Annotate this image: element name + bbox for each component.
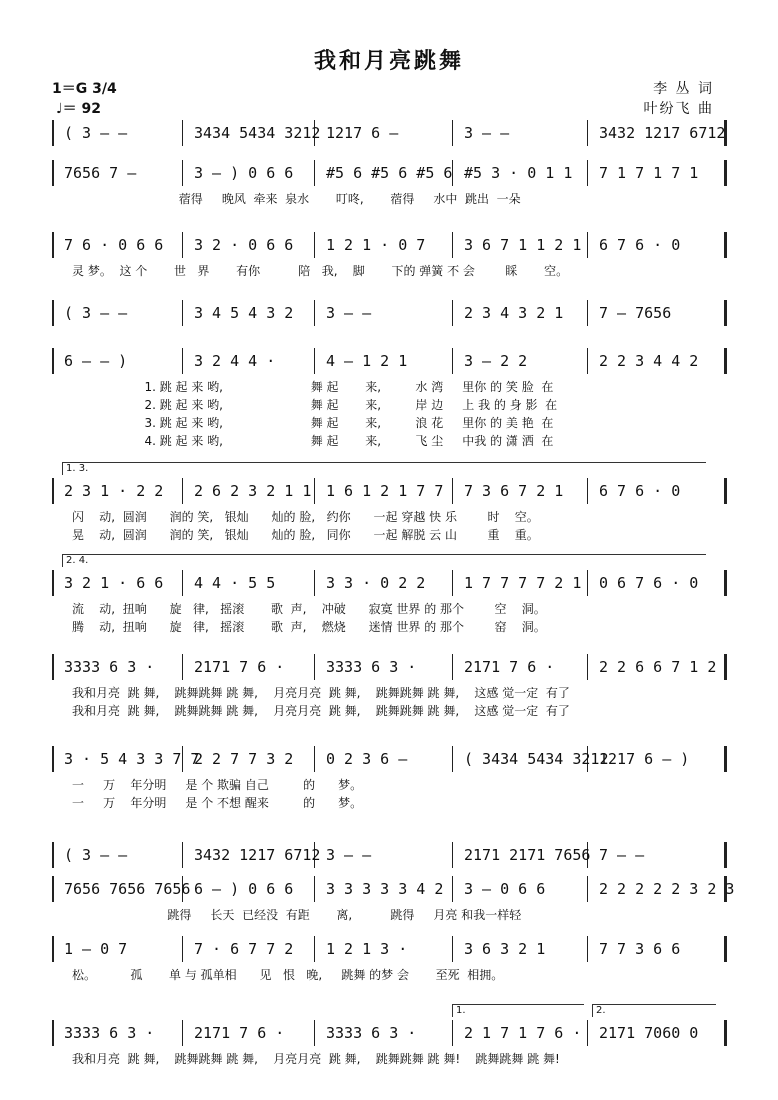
measure: 3333 6 3 · xyxy=(326,1024,417,1042)
measure: 2 3 1 · 2 2 xyxy=(64,482,164,500)
bar-line xyxy=(52,120,54,146)
measure: 0 2 3 6 — xyxy=(326,750,408,768)
measure: 3333 6 3 · xyxy=(64,1024,155,1042)
bar-line xyxy=(724,936,727,962)
bar-line xyxy=(314,160,315,186)
bar-line xyxy=(182,570,183,596)
measure: 7656 7 — xyxy=(64,164,137,182)
bar-line xyxy=(314,348,315,374)
bar-line xyxy=(52,746,54,772)
measure: 2 3 4 3 2 1 xyxy=(464,304,564,322)
bar-line xyxy=(724,348,727,374)
bar-line xyxy=(724,746,727,772)
measure: 3 4 5 4 3 2 xyxy=(194,304,294,322)
measure: 6 — ) 0 6 6 xyxy=(194,880,294,898)
measure: 1 7 7 7 7 2 1 xyxy=(464,574,582,592)
bar-line xyxy=(587,348,588,374)
score-system xyxy=(52,555,724,634)
notation-line xyxy=(52,654,724,680)
measure: 3 3 3 3 3 4 2 xyxy=(326,880,444,898)
bar-line xyxy=(182,120,183,146)
score-system xyxy=(52,348,724,448)
bar-line xyxy=(587,160,588,186)
measure: 6 7 6 · 0 xyxy=(599,236,681,254)
score-system xyxy=(52,876,735,922)
bar-line xyxy=(52,232,54,258)
notation-line xyxy=(52,570,724,596)
bar-line xyxy=(452,348,453,374)
measure: ( 3 — — xyxy=(64,124,128,142)
bar-line xyxy=(724,300,727,326)
score-system xyxy=(52,300,724,328)
measure: #5 6 #5 6 #5 6 xyxy=(326,164,453,182)
measure: 3432 1217 6712 xyxy=(194,846,321,864)
bar-line xyxy=(52,478,54,504)
measure: 1217 6 — ) xyxy=(599,750,690,768)
volta-bracket: 2. 4. xyxy=(62,554,706,567)
bar-line xyxy=(52,936,54,962)
measure: 1 2 1 · 0 7 xyxy=(326,236,426,254)
bar-line xyxy=(52,300,54,326)
lyric-line: 1. 跳 起 来 哟, 舞 起 来, 水 湾 里你 的 笑 脸 在 xyxy=(72,380,554,394)
bar-line xyxy=(314,746,315,772)
measure: ( 3 — — xyxy=(64,846,128,864)
measure: 3 — — xyxy=(326,846,372,864)
measure: 3 — 2 2 xyxy=(464,352,528,370)
measure: #5 3 · 0 1 1 xyxy=(464,164,573,182)
notation-line xyxy=(52,300,724,326)
bar-line xyxy=(587,936,588,962)
volta-bracket: 1. xyxy=(452,1004,584,1017)
measure: 2171 7 6 · xyxy=(194,1024,285,1042)
score-system xyxy=(52,746,724,810)
lyric-line: 一 万 年分明 是 个 不想 醒来 的 梦。 xyxy=(72,796,363,810)
measure: 1 6 1 2 1 7 7 xyxy=(326,482,444,500)
bar-line xyxy=(724,1020,727,1046)
bar-line xyxy=(182,1020,183,1046)
key-signature: 1＝G 3/4 xyxy=(52,81,117,97)
notation-line xyxy=(52,1020,724,1046)
measure: 2 1 7 1 7 6 · xyxy=(464,1024,582,1042)
lyric-line: 松。 孤 单 与 孤单相 见 恨 晚, 跳舞 的梦 会 至死 相拥。 xyxy=(72,968,504,982)
bar-line xyxy=(587,478,588,504)
bar-line xyxy=(52,654,54,680)
bar-line xyxy=(52,876,54,902)
bar-line xyxy=(587,120,588,146)
measure: 3 2 4 4 · xyxy=(194,352,276,370)
measure: 2 2 6 6 7 1 2 xyxy=(599,658,717,676)
bar-line xyxy=(314,570,315,596)
measure: 0 6 7 6 · 0 xyxy=(599,574,699,592)
measure: 7 — — xyxy=(599,846,645,864)
measure: 7 6 · 0 6 6 xyxy=(64,236,164,254)
measure: 7 · 6 7 7 2 xyxy=(194,940,294,958)
measure: 3 — — xyxy=(464,124,510,142)
measure: 2 2 3 4 4 2 xyxy=(599,352,699,370)
bar-line xyxy=(724,478,727,504)
bar-line xyxy=(52,1020,54,1046)
bar-line xyxy=(182,478,183,504)
notation-line xyxy=(52,160,724,186)
bar-line xyxy=(182,300,183,326)
bar-line xyxy=(314,300,315,326)
measure: 2 6 2 3 2 1 1 xyxy=(194,482,312,500)
measure: ( 3 — — xyxy=(64,304,128,322)
bar-line xyxy=(587,232,588,258)
measure: 3 3 · 0 2 2 xyxy=(326,574,426,592)
score-system xyxy=(52,120,724,148)
bar-line xyxy=(587,876,588,902)
measure: 3 6 3 2 1 xyxy=(464,940,546,958)
score-system xyxy=(52,842,724,870)
score-system xyxy=(52,232,724,278)
bar-line xyxy=(452,876,453,902)
measure: 1 — 0 7 xyxy=(64,940,128,958)
lyric-line: 闪 动, 圆润 润的 笑, 银灿 灿的 脸, 约你 一起 穿越 快 乐 时 空。 xyxy=(72,510,539,524)
measure: 7 7 3 6 6 xyxy=(599,940,681,958)
lyric-line: 我和月亮 跳 舞, 跳舞跳舞 跳 舞, 月亮月亮 跳 舞, 跳舞跳舞 跳 舞, 这感 觉一定 有了 xyxy=(72,686,570,700)
bar-line xyxy=(314,232,315,258)
measure: 1 2 1 3 · xyxy=(326,940,408,958)
bar-line xyxy=(452,232,453,258)
bar-line xyxy=(182,654,183,680)
bar-line xyxy=(182,232,183,258)
score-system xyxy=(52,936,724,982)
measure: 2 2 2 2 2 3 2 3 xyxy=(599,880,735,898)
notation-line xyxy=(52,876,735,902)
score-system xyxy=(52,160,724,206)
bar-line xyxy=(452,570,453,596)
measure: 7656 7656 7656 xyxy=(64,880,191,898)
measure: 3 — 0 6 6 xyxy=(464,880,546,898)
measure: 7 1 7 1 7 1 xyxy=(599,164,699,182)
bar-line xyxy=(52,570,54,596)
bar-line xyxy=(314,478,315,504)
measure: 2171 2171 7656 xyxy=(464,846,591,864)
bar-line xyxy=(182,936,183,962)
measure: 3 · 5 4 3 3 7 7 xyxy=(64,750,200,768)
lyric-line: 流 动, 扭响 旋 律, 摇滚 歌 声, 冲破 寂寞 世界 的 那个 空 洞。 xyxy=(72,602,546,616)
lyric-line: 2. 跳 起 来 哟, 舞 起 来, 岸 边 上 我 的 身 影 在 xyxy=(72,398,558,412)
measure: 6 — — ) xyxy=(64,352,128,370)
song-title: 我和月亮跳舞 xyxy=(313,48,464,74)
measure: 3 — ) 0 6 6 xyxy=(194,164,294,182)
bar-line xyxy=(452,120,453,146)
bar-line xyxy=(452,842,453,868)
notation-line xyxy=(52,842,724,868)
score-system xyxy=(52,463,724,542)
lyric-line: 4. 跳 起 来 哟, 舞 起 来, 飞 尘 中我 的 潇 洒 在 xyxy=(72,434,554,448)
measure: 3434 5434 3212 xyxy=(194,124,321,142)
measure: 3 — — xyxy=(326,304,372,322)
bar-line xyxy=(587,300,588,326)
measure: 3 6 7 1 1 2 1 xyxy=(464,236,582,254)
bar-line xyxy=(52,160,54,186)
bar-line xyxy=(724,232,727,258)
bar-line xyxy=(452,478,453,504)
measure: 2171 7 6 · xyxy=(194,658,285,676)
bar-line xyxy=(314,876,315,902)
bar-line xyxy=(182,842,183,868)
bar-line xyxy=(724,160,727,186)
volta-bracket: 2. xyxy=(592,1004,716,1017)
measure: 4 4 · 5 5 xyxy=(194,574,276,592)
measure: 3333 6 3 · xyxy=(64,658,155,676)
bar-line xyxy=(314,1020,315,1046)
lyric-line: 我和月亮 跳 舞, 跳舞跳舞 跳 舞, 月亮月亮 跳 舞, 跳舞跳舞 跳 舞, 这感 觉一定 有了 xyxy=(72,704,570,718)
bar-line xyxy=(452,654,453,680)
lyric-line: 灵 梦。 这 个 世 界 有你 陪 我, 脚 下的 弹簧 不 会 睬 空。 xyxy=(72,264,569,278)
bar-line xyxy=(587,570,588,596)
measure: 6 7 6 · 0 xyxy=(599,482,681,500)
bar-line xyxy=(182,348,183,374)
measure: 2171 7 6 · xyxy=(464,658,555,676)
bar-line xyxy=(724,570,727,596)
measure: 3 2 · 0 6 6 xyxy=(194,236,294,254)
bar-line xyxy=(182,160,183,186)
bar-line xyxy=(52,842,54,868)
lyric-line: 跳得 长天 已经没 有距 离, 跳得 月亮 和我一样轻 xyxy=(72,908,522,922)
notation-line xyxy=(52,478,724,504)
bar-line xyxy=(52,348,54,374)
bar-line xyxy=(314,654,315,680)
tempo-marking: ♩＝ 92 xyxy=(56,101,101,117)
bar-line xyxy=(452,936,453,962)
measure: 3333 6 3 · xyxy=(326,658,417,676)
measure: 2171 7060 0 xyxy=(599,1024,699,1042)
lyricist-credit: 李 丛 词 xyxy=(653,81,714,97)
measure: 2 2 7 7 3 2 xyxy=(194,750,294,768)
bar-line xyxy=(314,936,315,962)
lyric-line: 3. 跳 起 来 哟, 舞 起 来, 浪 花 里你 的 美 艳 在 xyxy=(72,416,554,430)
measure: ( 3434 5434 3212 xyxy=(464,750,609,768)
bar-line xyxy=(452,1020,453,1046)
notation-line xyxy=(52,232,724,258)
measure: 4 — 1 2 1 xyxy=(326,352,408,370)
notation-line xyxy=(52,746,724,772)
notation-line xyxy=(52,348,724,374)
lyric-line: 蓿得 晚风 牵来 泉水 叮咚, 蓿得 水中 跳出 一朵 xyxy=(72,192,521,206)
score-system xyxy=(52,1005,724,1066)
bar-line xyxy=(452,300,453,326)
measure: 7 — 7656 xyxy=(599,304,672,322)
lyric-line: 晃 动, 圆润 润的 笑, 银灿 灿的 脸, 同你 一起 解脱 云 山 重 重。 xyxy=(72,528,539,542)
measure: 1217 6 — xyxy=(326,124,399,142)
lyric-line: 一 万 年分明 是 个 欺骗 自己 的 梦。 xyxy=(72,778,363,792)
notation-line xyxy=(52,936,724,962)
score-system xyxy=(52,654,724,718)
composer-credit: 叶纷飞 曲 xyxy=(643,101,714,117)
bar-line xyxy=(724,842,727,868)
lyric-line: 腾 动, 扭响 旋 律, 摇滚 歌 声, 燃烧 迷情 世界 的 那个 窑 洞。 xyxy=(72,620,546,634)
measure: 7 3 6 7 2 1 xyxy=(464,482,564,500)
notation-line xyxy=(52,120,724,146)
lyric-line: 我和月亮 跳 舞, 跳舞跳舞 跳 舞, 月亮月亮 跳 舞, 跳舞跳舞 跳 舞! 跳舞跳舞 跳 舞! xyxy=(72,1052,560,1066)
bar-line xyxy=(724,654,727,680)
bar-line xyxy=(452,746,453,772)
measure: 3432 1217 6712 xyxy=(599,124,726,142)
measure: 3 2 1 · 6 6 xyxy=(64,574,164,592)
bar-line xyxy=(587,1020,588,1046)
volta-bracket: 1. 3. xyxy=(62,462,706,475)
bar-line xyxy=(587,654,588,680)
